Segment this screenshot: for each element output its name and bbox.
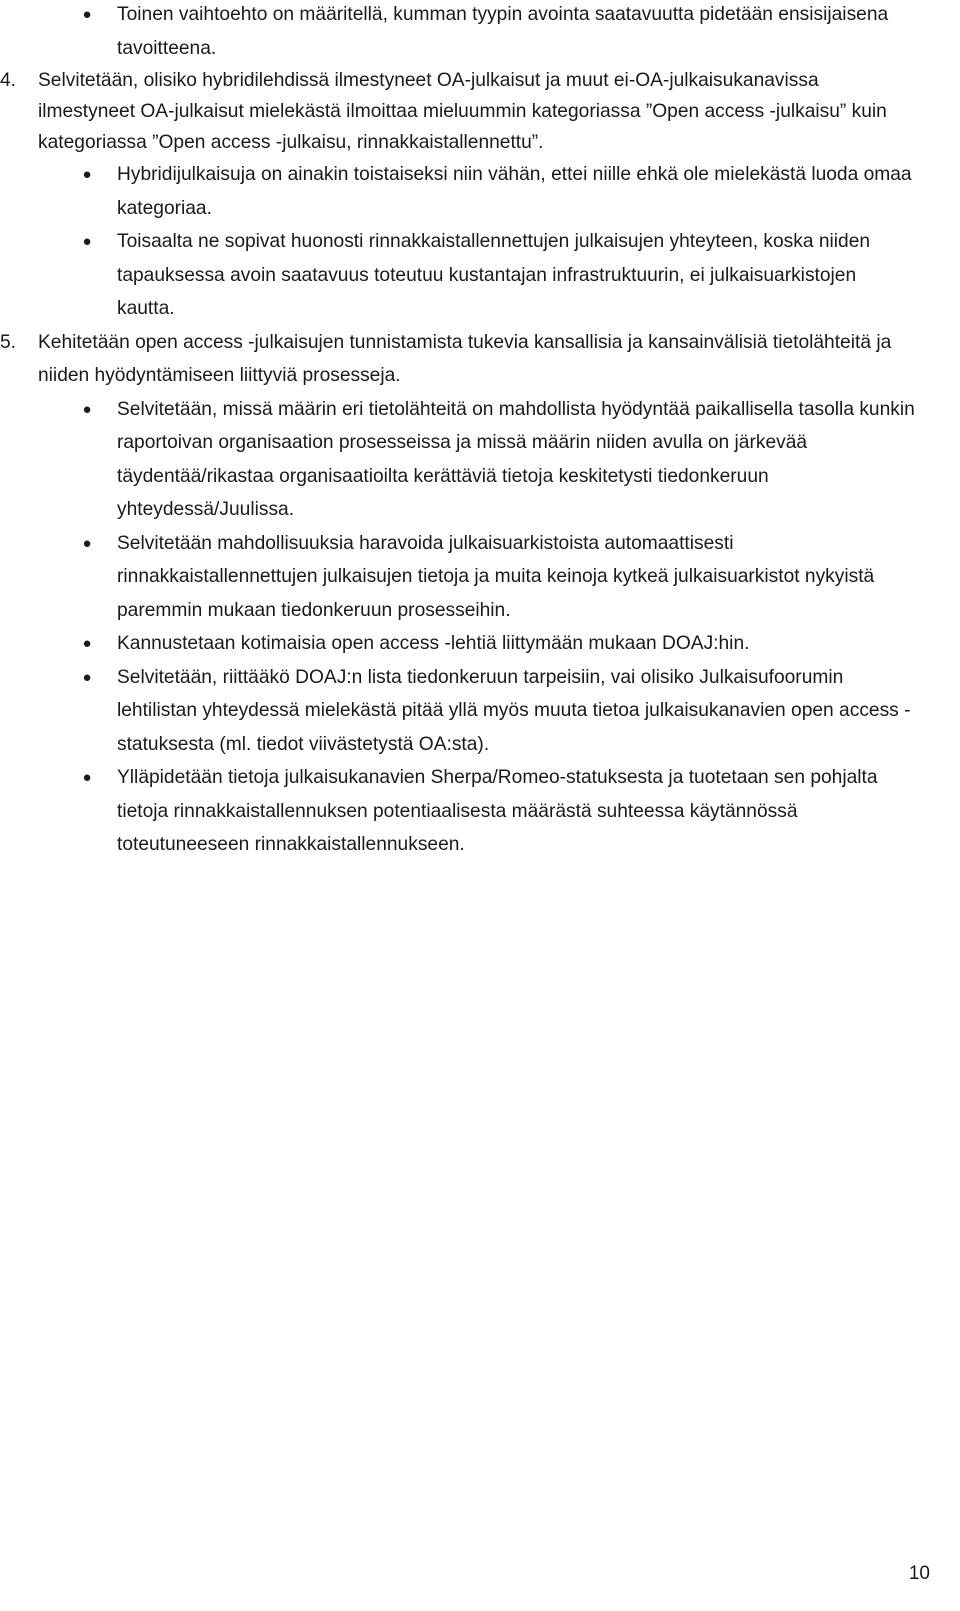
bullet-icon: ●	[82, 534, 92, 552]
list-item-text: Toinen vaihtoehto on määritellä, kumman tyypin avointa saatavuutta pidetään ensisijaisena tavoitteena.	[117, 4, 889, 59]
list-item	[38, 761, 918, 862]
list-item	[38, 527, 918, 628]
numbered-item	[0, 326, 918, 393]
bullet-icon: ●	[82, 635, 92, 652]
numbered-item	[0, 65, 918, 158]
numbered-item-text: Kehitetään open access -julkaisujen tunnistamista tukevia kansallisia ja kansainvälisiä tietolähteitä ja niiden hyödyntämiseen liittyviä prosesseja.	[38, 331, 892, 386]
list-item	[38, 661, 918, 762]
item-number: 4.	[0, 70, 17, 91]
list-item	[38, 225, 918, 326]
list-item-text: Selvitetään mahdollisuuksia haravoida julkaisuarkistoista automaattisesti rinnakkaistallennettujen julkaisujen tietoja ja muita keinoja kytkeä julkaisuarkistot nykyistä paremmin mukaan tiedonkeruun prosesseihin.	[117, 532, 875, 621]
list-item-text: Toisaalta ne sopivat huonosti rinnakkaistallennettujen julkaisujen yhteyteen, koska niiden tapauksessa avoin saatavuus toteutuu kustantajan infrastruktuurin, ei julkaisuarkistojen kautta.	[117, 231, 871, 319]
bullet-icon: ●	[82, 166, 92, 183]
bullet-icon: ●	[82, 6, 92, 23]
list-item	[38, 158, 918, 225]
list-item	[38, 627, 918, 661]
bullet-icon: ●	[82, 769, 92, 786]
list-item-text: Selvitetään, riittääkö DOAJ:n lista tiedonkeruun tarpeisiin, vai olisiko Julkaisufoorumin lehtilistan yhteydessä mielekästä pitää yllä myös muuta tietoa julkaisukanavien open access -statuksesta (ml. tiedot viivästetystä OA:sta).	[117, 666, 911, 755]
bullet-icon: ●	[82, 400, 92, 418]
list-item	[38, 0, 918, 65]
list-item-text: Selvitetään, missä määrin eri tietolähteitä on mahdollista hyödyntää paikallisella tasolla kunkin raportoivan organisaation prosesseissa ja missä määrin niiden avulla on järkevää täydentää/rikastaa organisaatioilta kerättäviä tietoja keskitetysti tiedonkeruun yhteydessä/Juulissa.	[117, 398, 915, 520]
item-number: 5.	[0, 331, 17, 353]
bullet-icon: ●	[82, 668, 92, 686]
list-item	[38, 393, 918, 527]
bullet-icon: ●	[82, 233, 92, 250]
list-item-text: Kannustetaan kotimaisia open access -lehtiä liittymään mukaan DOAJ:hin.	[117, 633, 750, 654]
page-number: 10	[908, 1563, 930, 1584]
list-item-text: Hybridijulkaisuja on ainakin toistaiseksi niin vähän, ettei niille ehkä ole mielekästä luoda omaa kategoriaa.	[117, 164, 912, 219]
numbered-item-text: Selvitetään, olisiko hybridilehdissä ilmestyneet OA-julkaisut ja muut ei-OA-julkaisukanavissa ilmestyneet OA-julkaisut mielekästä ilmoittaa mieluummin kategoriassa ”Open access -julkaisu” kuin kategoriassa ”Open access -julkaisu, rinnakkaistallennettu”.	[38, 70, 887, 153]
list-item-text: Ylläpidetään tietoja julkaisukanavien Sherpa/Romeo-statuksesta ja tuotetaan sen pohjalta tietoja rinnakkaistallennuksen potentiaalisesta määrästä suhteessa käytännössä toteutuneeseen rinnakkaistallennukseen.	[117, 767, 878, 855]
